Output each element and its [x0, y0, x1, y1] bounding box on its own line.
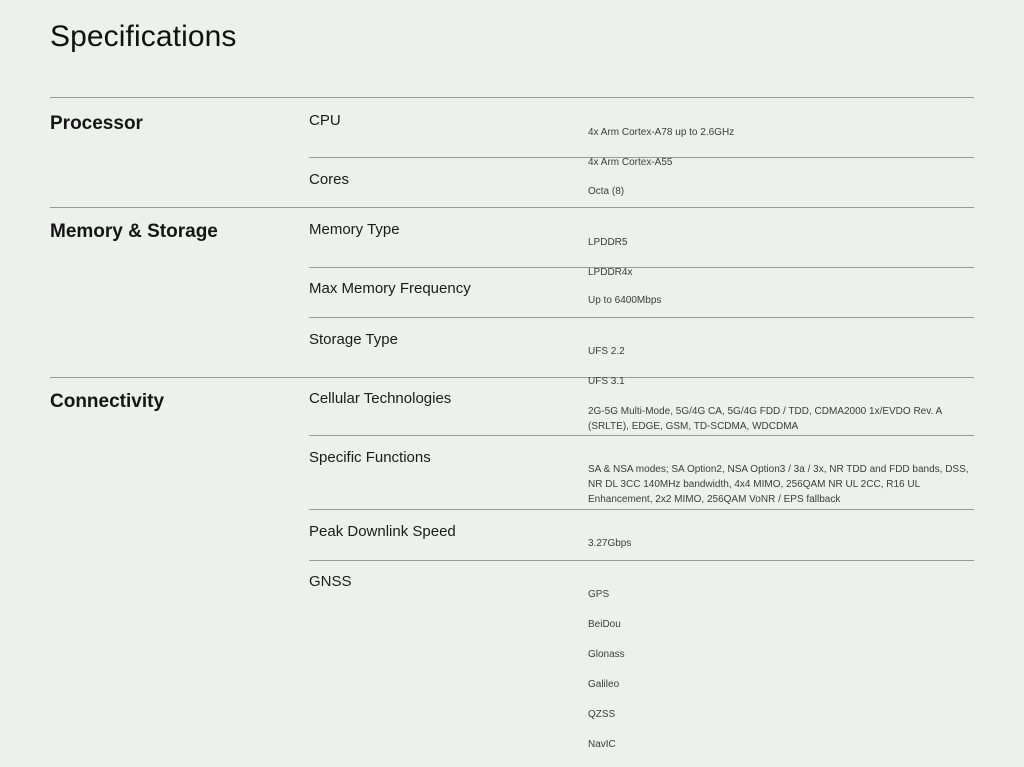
section-title: Processor — [50, 113, 143, 134]
spec-value-line: 3.27Gbps — [588, 538, 632, 549]
section-rows — [309, 98, 974, 207]
spec-value-line: GPS — [588, 589, 610, 600]
spec-value-line: Glonass — [588, 649, 625, 660]
spec-value-line: UFS 3.1 — [588, 376, 625, 387]
section-title: Connectivity — [50, 391, 165, 412]
spec-value-line: 2G-5G Multi-Mode, 5G/4G CA, 5G/4G FDD / TDD, CDMA2000 1x/EVDO Rev. A (SRLTE), EDGE, GSM, TD-SCDMA, WDCDMA — [588, 406, 942, 432]
spec-value-line: 4x Arm Cortex-A55 — [588, 157, 673, 168]
section-rows — [309, 208, 974, 387]
spec-value-line: Octa (8) — [588, 186, 625, 197]
spec-row-cellular-technologies — [309, 378, 974, 435]
spec-label: CPU — [309, 112, 341, 129]
section-processor — [50, 97, 974, 207]
spec-value — [588, 378, 974, 435]
spec-label: Max Memory Frequency — [309, 280, 471, 297]
spec-row-peak-downlink-speed — [309, 509, 974, 560]
spec-row-memory-type — [309, 208, 974, 278]
spec-label: Storage Type — [309, 331, 398, 348]
section-rows — [309, 378, 974, 750]
spec-value — [588, 436, 974, 509]
page-title: Specifications — [50, 20, 237, 53]
spec-value — [588, 510, 974, 560]
spec-value-line: BeiDou — [588, 619, 621, 630]
spec-value — [588, 318, 974, 387]
spec-table — [50, 97, 974, 750]
spec-value-line: 4x Arm Cortex-A78 up to 2.6GHz — [588, 127, 735, 138]
spec-row-specific-functions — [309, 435, 974, 509]
spec-value — [588, 268, 974, 317]
spec-row-cpu — [309, 98, 974, 168]
section-title: Memory & Storage — [50, 221, 218, 242]
spec-label: Cellular Technologies — [309, 390, 452, 407]
spec-value-line: NavIC — [588, 739, 616, 750]
spec-value — [588, 158, 974, 207]
spec-label: Memory Type — [309, 221, 400, 238]
spec-value — [588, 208, 974, 278]
spec-value — [588, 98, 974, 168]
spec-row-storage-type — [309, 317, 974, 387]
spec-value — [588, 561, 974, 750]
spec-row-gnss — [309, 560, 974, 750]
spec-value-line: UFS 2.2 — [588, 346, 625, 357]
spec-row-max-memory-frequency — [309, 267, 974, 317]
spec-value-line: Up to 6400Mbps — [588, 295, 662, 306]
spec-label: Cores — [309, 171, 350, 188]
spec-value-line: QZSS — [588, 709, 616, 720]
spec-value-line: LPDDR4x — [588, 267, 633, 278]
spec-label: Peak Downlink Speed — [309, 523, 456, 540]
spec-value-line: LPDDR5 — [588, 237, 628, 248]
spec-label: Specific Functions — [309, 449, 431, 466]
spec-label: GNSS — [309, 573, 352, 590]
spec-row-cores — [309, 157, 974, 207]
spec-value-line: SA & NSA modes; SA Option2, NSA Option3 / 3a / 3x, NR TDD and FDD bands, DSS, NR DL 3CC 140MHz bandwidth, 4x4 MIMO, 256QAM NR UL 2CC, R16 UL Enhancement, 2x2 MIMO, 256QAM VoNR / EPS fallback — [588, 464, 969, 505]
spec-value-line: Galileo — [588, 679, 620, 690]
section-connectivity — [50, 377, 974, 750]
section-memory-storage — [50, 207, 974, 387]
